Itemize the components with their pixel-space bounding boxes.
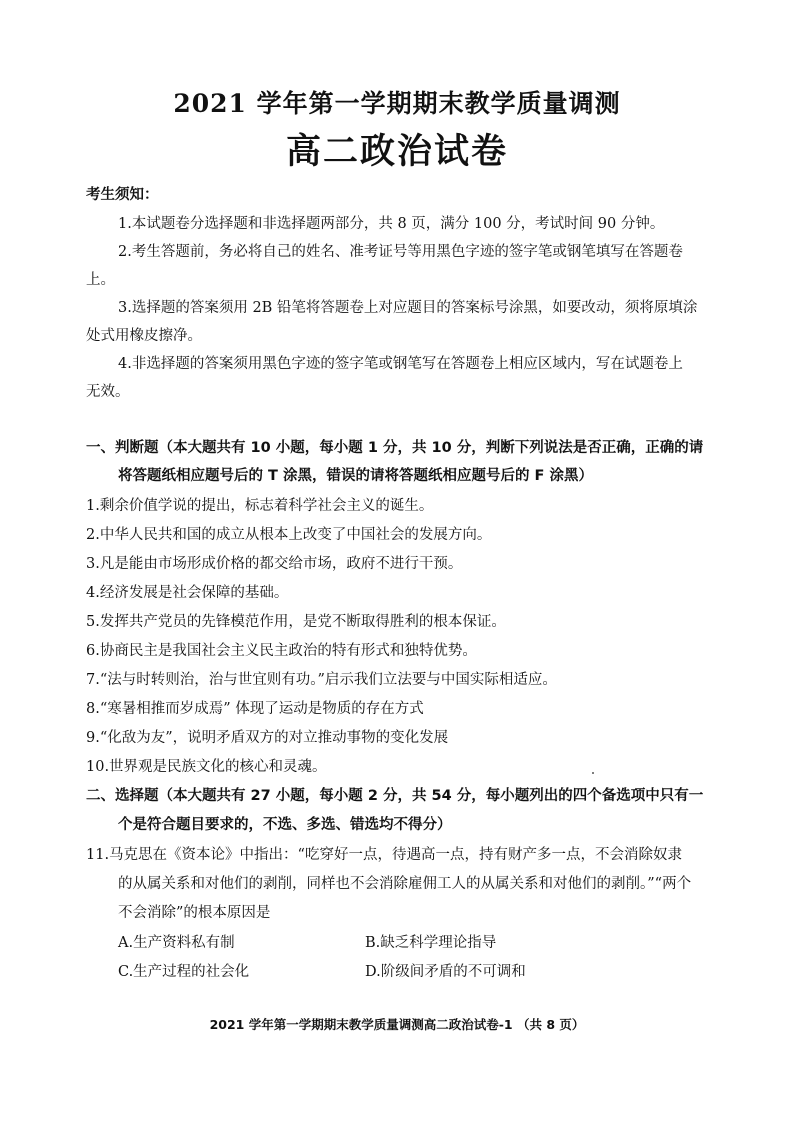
question-11-stem: 11.马克思在《资本论》中指出：“吃穿好一点，待遇高一点，持有财产多一点，不会消除奴隶 [86, 847, 682, 863]
question-item: 8.“寒暑相推而岁成焉” 体现了运动是物质的存在方式 [86, 701, 424, 717]
notice-item: 处式用橡皮擦净。 [86, 328, 202, 344]
notice-item: 3.选择题的答案须用 2B 铅笔将答题卷上对应题目的答案标号涂黑，如要改动，须将原填涂 [118, 300, 698, 316]
question-11-stem-cont: 的从属关系和对他们的剥削，同样也不会消除雇佣工人的从属关系和对他们的剥削。”“两个 [118, 876, 692, 892]
question-item: 5.发挥共产党员的先锋模范作用，是党不断取得胜利的根本保证。 [86, 614, 506, 630]
section1-heading: 一、判断题（本大题共有 10 小题，每小题 1 分，共 10 分，判断下列说法是否正确，正确的请 [86, 440, 704, 456]
option-b: B.缺乏科学理论指导 [365, 935, 497, 951]
notice-item: 无效。 [86, 384, 130, 400]
question-11-stem-cont: 不会消除”的根本原因是 [118, 905, 271, 921]
question-item: 9.“化敌为友”，说明矛盾双方的对立推动事物的变化发展 [86, 730, 449, 746]
notice-item: 1.本试题卷分选择题和非选择题两部分，共 8 页，满分 100 分，考试时间 90 分钟。 [118, 216, 665, 232]
notice-item: 4.非选择题的答案须用黑色字迹的签字笔或钢笔写在答题卷上相应区域内，写在试题卷上 [118, 356, 683, 372]
question-item: 2.中华人民共和国的成立从根本上改变了中国社会的发展方向。 [86, 527, 492, 543]
question-item: 1.剩余价值学说的提出，标志着科学社会主义的诞生。 [86, 498, 434, 514]
question-item: 4.经济发展是社会保障的基础。 [86, 585, 289, 601]
scan-speck [592, 772, 594, 774]
notice-item: 上。 [86, 272, 115, 288]
option-a: A.生产资料私有制 [118, 935, 235, 951]
option-d: D.阶级间矛盾的不可调和 [365, 964, 526, 980]
question-item: 6.协商民主是我国社会主义民主政治的特有形式和独特优势。 [86, 643, 477, 659]
question-item: 3.凡是能由市场形成价格的都交给市场，政府不进行干预。 [86, 556, 463, 572]
question-item: 10.世界观是民族文化的核心和灵魂。 [86, 759, 327, 775]
exam-subject-title: 高二政治试卷 [285, 131, 508, 172]
section1-heading-cont: 将答题纸相应题号后的 T 涂黑，错误的请将答题纸相应题号后的 F 涂黑） [118, 468, 593, 484]
exam-title: 2021 学年第一学期期末教学质量调测 [173, 89, 621, 118]
question-item: 7.“法与时转则治，治与世宜则有功。”启示我们立法要与中国实际相适应。 [86, 672, 557, 688]
option-c: C.生产过程的社会化 [118, 964, 250, 980]
page-footer: 2021 学年第一学期期末教学质量调测高二政治试卷-1 （共 8 页） [209, 1017, 585, 1032]
section2-heading: 二、选择题（本大题共有 27 小题，每小题 2 分，共 54 分，每小题列出的四个备选项中只有一 [86, 788, 704, 804]
notice-item: 2.考生答题前，务必将自己的姓名、准考证号等用黑色字迹的签字笔或钢笔填写在答题卷 [118, 244, 683, 260]
section2-heading-cont: 个是符合题目要求的，不选、多选、错选均不得分） [118, 817, 452, 833]
notice-heading: 考生须知： [86, 187, 159, 203]
